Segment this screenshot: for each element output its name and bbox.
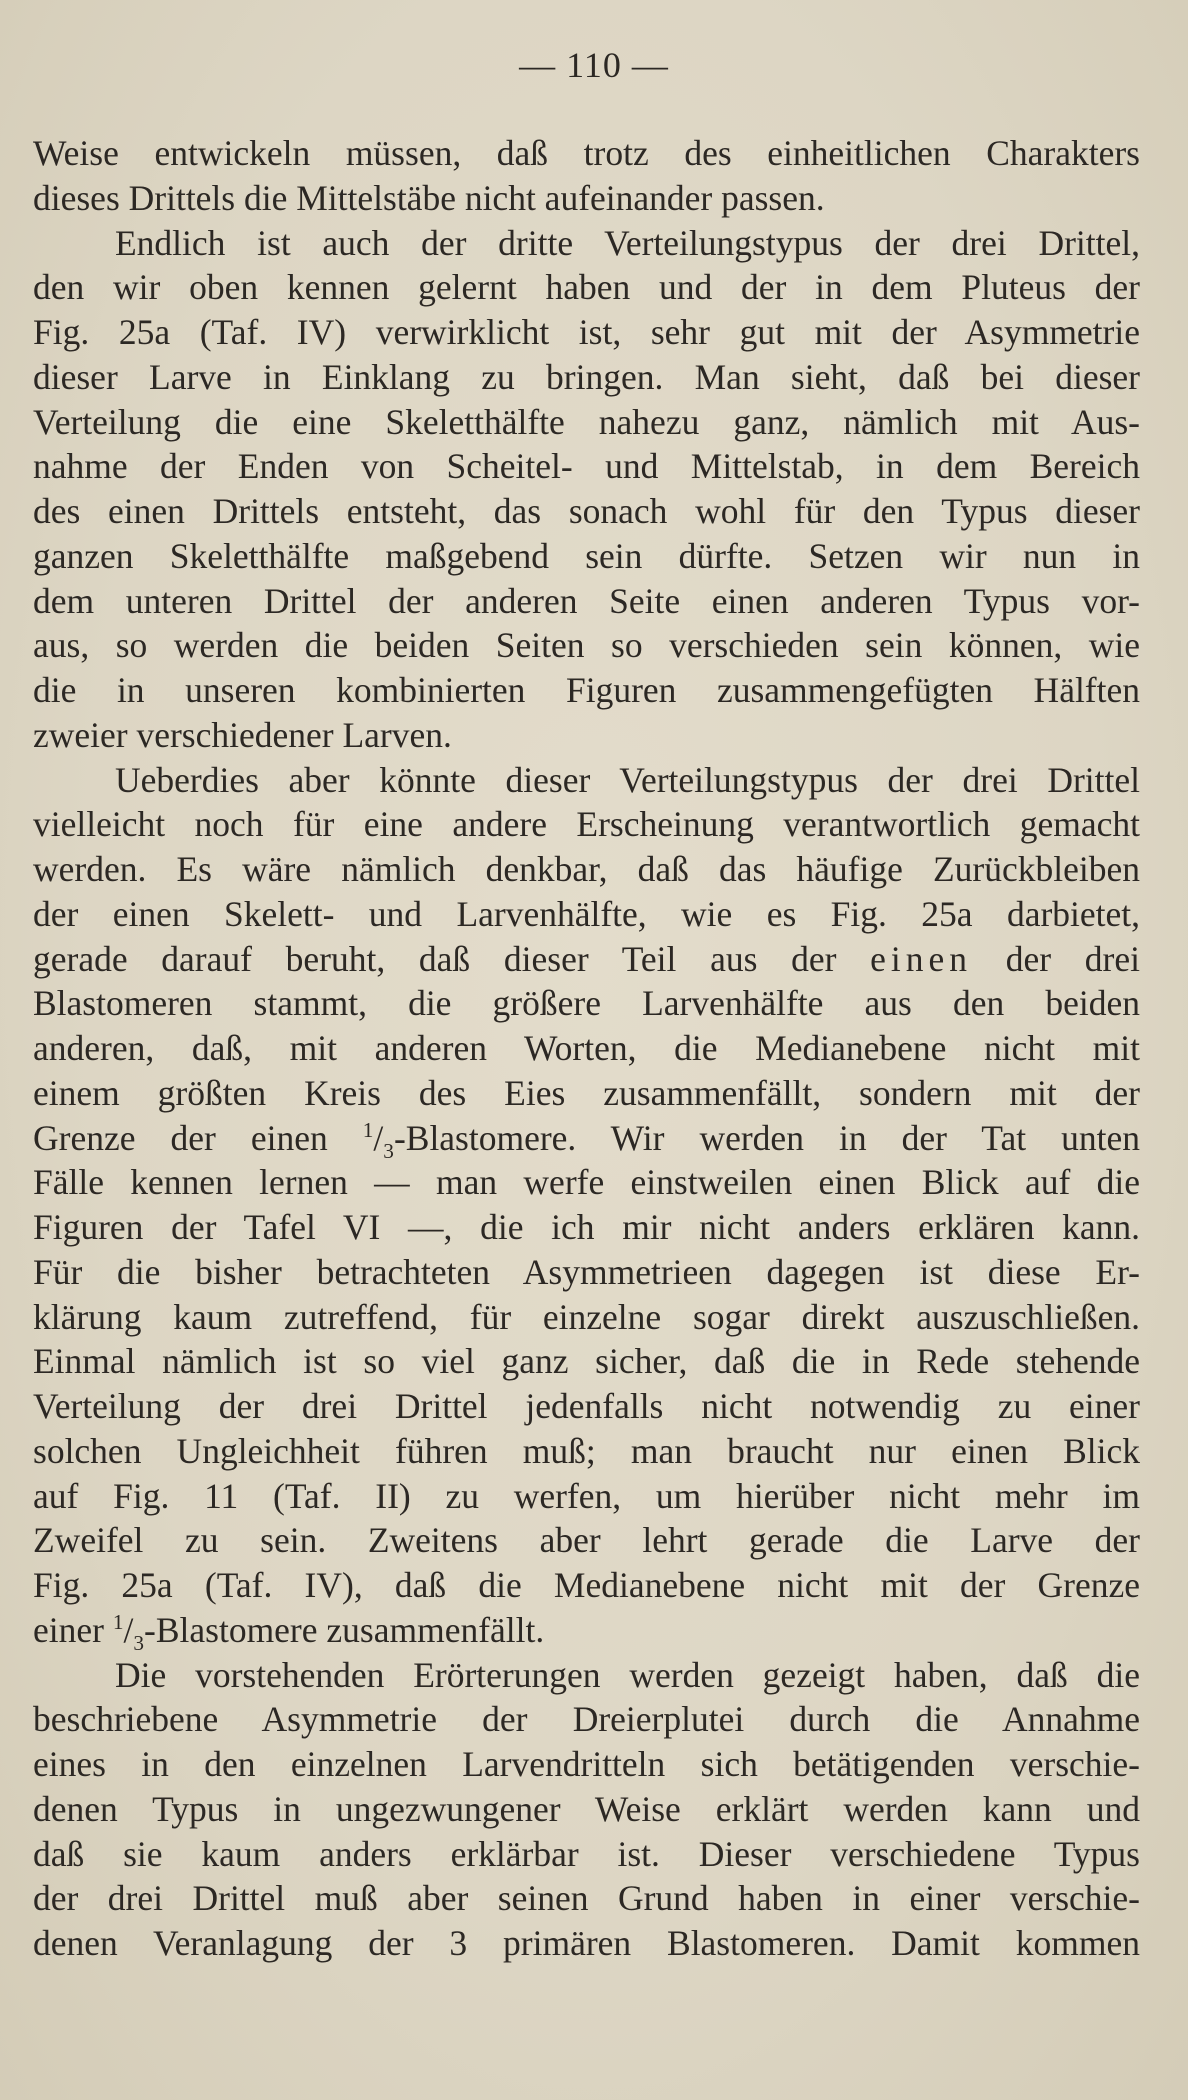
text-line: dem unteren Drittel der anderen Seite einen anderen Typus vor- — [33, 580, 1140, 621]
text-line: Einmal nämlich ist so viel ganz sicher, daß die in Rede stehende — [33, 1341, 1140, 1382]
text-run: -Blastomere zusammenfällt. — [144, 1609, 545, 1650]
spaced-emphasis: einen — [870, 938, 973, 979]
text-line: werden. Es wäre nämlich denkbar, daß das häufige Zurückbleiben — [33, 849, 1140, 889]
text-line: Für die bisher betrachteten Asymmetrieen dagegen ist diese Er- — [33, 1251, 1140, 1292]
text-line: solchen Ungleichheit führen muß; man braucht nur einen Blick — [33, 1430, 1140, 1471]
text-line: daß sie kaum anders erklärbar ist. Dieser verschiedene Typus — [33, 1833, 1140, 1874]
text-line: des einen Drittels entsteht, das sonach wohl für den Typus dieser — [33, 491, 1140, 531]
text-line: Blastomeren stammt, die größere Larvenhälfte aus den beiden — [33, 983, 1140, 1024]
text-line: dieses Drittels die Mittelstäbe nicht aufeinander passen. — [33, 177, 825, 218]
fraction-denominator: 3 — [383, 1138, 394, 1161]
text-run: Grenze der einen — [33, 1117, 328, 1158]
paragraph-start-line: Ueberdies aber könnte dieser Verteilungstypus der drei Drittel — [115, 759, 1140, 800]
text-run: einer — [33, 1609, 104, 1650]
paragraph-start-line: Die vorstehenden Erörterungen werden gezeigt haben, daß die — [115, 1654, 1140, 1695]
body-text — [33, 131, 1140, 1966]
text-run: -Blastomere. Wir werden in der Tat unten — [393, 1117, 1140, 1158]
text-line: denen Typus in ungezwungener Weise erklärt werden kann und — [33, 1788, 1140, 1829]
text-line — [33, 1608, 1140, 1653]
text-line: Figuren der Tafel VI —, die ich mir nicht anders erklären kann. — [33, 1207, 1140, 1247]
fraction-denominator: 3 — [133, 1630, 145, 1653]
text-line: Zweifel zu sein. Zweitens aber lehrt gerade die Larve der — [33, 1520, 1140, 1561]
text-line: eines in den einzelnen Larvendritteln sich betätigenden verschie- — [33, 1744, 1140, 1784]
text-run: gerade darauf beruht, daß dieser Teil aus der — [33, 938, 837, 979]
text-line: denen Veranlagung der 3 primären Blastomeren. Damit kommen — [33, 1923, 1140, 1963]
text-line: einem größten Kreis des Eies zusammenfällt, sondern mit der — [33, 1072, 1140, 1113]
fraction-numerator: 1 — [362, 1117, 374, 1142]
fraction: $^1/_3$ — [363, 1118, 394, 1158]
text-line: die in unseren kombinierten Figuren zusammengefügten Hälften — [33, 670, 1140, 710]
text-line: Fälle kennen lernen — man werfe einstweilen einen Blick auf die — [33, 1162, 1140, 1203]
text-line — [33, 937, 1140, 982]
text-line: Fig. 25a (Taf. IV) verwirklicht ist, sehr gut mit der Asymmetrie — [33, 312, 1140, 352]
text-line: dieser Larve in Einklang zu bringen. Man sieht, daß bei dieser — [33, 356, 1140, 397]
text-line — [33, 1116, 1140, 1161]
text-line: beschriebene Asymmetrie der Dreierplutei durch die Annahme — [33, 1699, 1140, 1740]
text-line: aus, so werden die beiden Seiten so verschieden sein können, wie — [33, 625, 1140, 666]
text-line: vielleicht noch für eine andere Erscheinung verantwortlich gemacht — [33, 804, 1140, 845]
text-line: Fig. 25a (Taf. IV), daß die Medianebene nicht mit der Grenze — [33, 1565, 1140, 1605]
page-number: — 110 — — [519, 45, 669, 85]
paragraph-start-line: Endlich ist auch der dritte Verteilungstypus der drei Drittel, — [115, 222, 1140, 263]
text-line: zweier verschiedener Larven. — [33, 714, 452, 755]
text-line: Verteilung der drei Drittel jedenfalls nicht notwendig zu einer — [33, 1386, 1140, 1426]
text-line: der drei Drittel muß aber seinen Grund haben in einer verschie- — [33, 1878, 1140, 1919]
text-line: Verteilung die eine Skeletthälfte nahezu ganz, nämlich mit Aus- — [33, 401, 1140, 442]
text-line: der einen Skelett- und Larvenhälfte, wie es Fig. 25a darbietet, — [33, 893, 1140, 934]
text-run: der drei — [1005, 938, 1140, 979]
text-line: klärung kaum zutreffend, für einzelne sogar direkt auszuschließen. — [33, 1296, 1140, 1337]
fraction-numerator: 1 — [112, 1609, 124, 1634]
text-line: den wir oben kennen gelernt haben und der in dem Pluteus der — [33, 267, 1140, 308]
text-line: auf Fig. 11 (Taf. II) zu werfen, um hierüber nicht mehr im — [33, 1475, 1140, 1516]
text-line: ganzen Skeletthälfte maßgebend sein dürfte. Setzen wir nun in — [33, 535, 1140, 576]
fraction: $^1/_3$ — [113, 1610, 144, 1650]
text-line: nahme der Enden von Scheitel- und Mittelstab, in dem Bereich — [33, 446, 1140, 487]
text-line: Weise entwickeln müssen, daß trotz des einheitlichen Charakters — [33, 133, 1140, 173]
text-line: anderen, daß, mit anderen Worten, die Medianebene nicht mit — [33, 1028, 1140, 1068]
